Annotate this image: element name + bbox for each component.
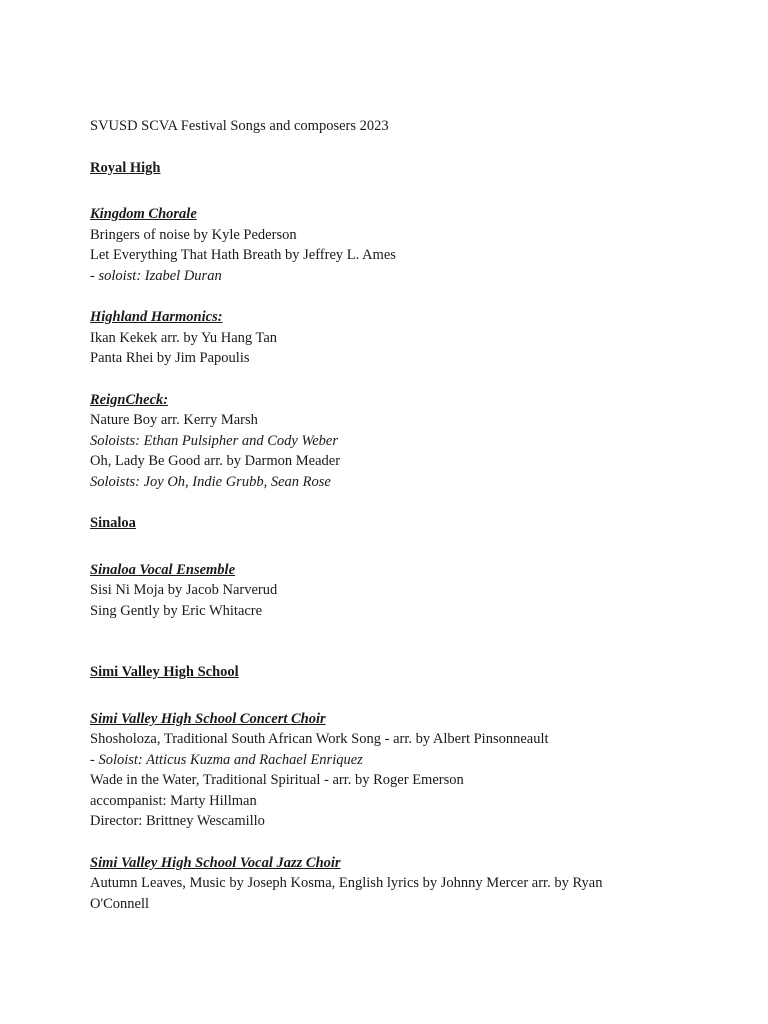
song-line: Sisi Ni Moja by Jacob Narverud xyxy=(90,582,278,598)
soloist-line: Soloists: Ethan Pulsipher and Cody Weber xyxy=(90,432,338,449)
song-line: Wade in the Water, Traditional Spiritual - arr. by Roger Emerson xyxy=(90,772,464,788)
group-heading: Simi Valley High School Concert Choir xyxy=(90,710,326,727)
spacer xyxy=(90,683,650,704)
song-line: Shosholoza, Traditional South African Work Song - arr. by Albert Pinsonneault xyxy=(90,731,549,747)
song-line: Bringers of noise by Kyle Pederson xyxy=(90,226,297,243)
song-line: Panta Rhei by Jim Papoulis xyxy=(90,350,250,366)
director-line: Director: Brittney Wescamillo xyxy=(90,813,265,829)
song-line: Ikan Kekek arr. by Yu Hang Tan xyxy=(90,329,278,346)
song-line: Sing Gently by Eric Whitacre xyxy=(90,602,263,619)
song-line: Nature Boy arr. Kerry Marsh xyxy=(90,412,258,428)
soloist-line: - Soloist: Atticus Kuzma and Rachael Enriquez xyxy=(90,751,363,768)
spacer xyxy=(90,492,650,513)
spacer xyxy=(90,286,650,307)
school-heading: Simi Valley High School xyxy=(90,664,239,680)
spacer xyxy=(90,178,650,199)
spacer xyxy=(90,534,650,555)
group-heading: Highland Harmonics: xyxy=(90,309,223,325)
song-line: Let Everything That Hath Breath by Jeffrey L. Ames xyxy=(90,247,396,263)
song-line: Oh, Lady Be Good arr. by Darmon Meader xyxy=(90,453,341,469)
spacer xyxy=(90,137,650,158)
soloist-line: - soloist: Izabel Duran xyxy=(90,267,222,284)
song-line: Autumn Leaves, Music by Joseph Kosma, English lyrics by Johnny Mercer arr. by Ryan O'Connell xyxy=(90,875,603,912)
spacer xyxy=(90,832,650,853)
group-heading: Sinaloa Vocal Ensemble xyxy=(90,561,236,578)
group-heading: ReignCheck: xyxy=(90,391,169,408)
group-heading: Simi Valley High School Vocal Jazz Choir xyxy=(90,854,341,871)
school-heading: Royal High xyxy=(90,159,161,176)
spacer xyxy=(90,369,650,390)
document-page xyxy=(90,116,650,914)
document-title: SVUSD SCVA Festival Songs and composers 2023 xyxy=(90,118,389,134)
spacer xyxy=(90,621,650,662)
group-heading: Kingdom Chorale xyxy=(90,206,197,222)
school-heading: Sinaloa xyxy=(90,515,136,531)
soloist-line: Soloists: Joy Oh, Indie Grubb, Sean Rose xyxy=(90,473,331,490)
accompanist-line: accompanist: Marty Hillman xyxy=(90,792,257,809)
